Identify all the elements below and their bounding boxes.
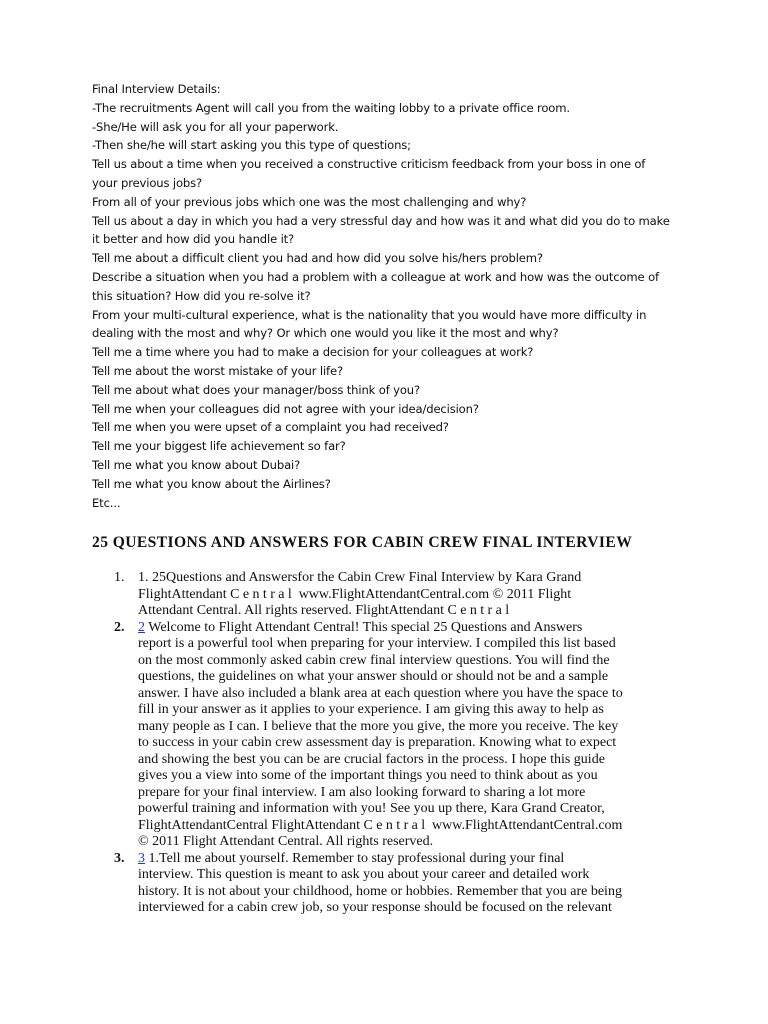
- intro-line: Tell me when your colleagues did not agree with your idea/decision?: [92, 401, 479, 416]
- intro-line: Tell me a time where you had to make a decision for your colleagues at work?: [92, 345, 534, 360]
- item-line: FlightAttendantCentral FlightAttendant Central www.FlightAttendantCentral.com: [138, 817, 623, 833]
- list-item: [92, 620, 692, 851]
- item-line: [138, 620, 692, 637]
- list-item: [92, 570, 692, 620]
- intro-line: Tell me what you know about the Airlines?: [92, 476, 331, 491]
- intro-line: Tell me what you know about Dubai?: [92, 457, 301, 472]
- page-link-2[interactable]: 2: [138, 619, 145, 635]
- intro-line: -She/He will ask you for all your paperwork.: [92, 119, 339, 134]
- intro-line: your previous jobs?: [92, 175, 203, 190]
- intro-line: Tell me about the worst mistake of your life?: [92, 363, 343, 378]
- item-line: fill in your answer as it applies to your experience. I am giving this away to help as: [138, 702, 604, 717]
- item-line: [138, 851, 692, 868]
- item-line: © 2011 Flight Attendant Central. All rights reserved.: [138, 834, 434, 849]
- item-line: report is a powerful tool when preparing for your interview. I compiled this list based: [138, 636, 616, 651]
- qa-list: [92, 570, 692, 917]
- intro-line: -The recruitments Agent will call you from the waiting lobby to a private office room.: [92, 100, 570, 115]
- item-line: interview. This question is meant to ask you about your career and detailed work: [138, 867, 590, 882]
- item-number: 3.: [114, 850, 125, 866]
- item-line: gives you a view into some of the important things you need to think about as you: [138, 768, 598, 783]
- item-line: prepare for your final interview. I am also looking forward to sharing a lot more: [138, 784, 586, 800]
- item-line: powerful training and information with you! See you up there, Kara Grand Creator,: [138, 801, 605, 816]
- list-item: [92, 851, 692, 917]
- intro-line: Tell us about a day in which you had a very stressful day and how was it and what did you do to make: [92, 213, 670, 228]
- item-line-text: 1.Tell me about yourself. Remember to stay professional during your final: [148, 850, 565, 866]
- intro-line: it better and how did you handle it?: [92, 232, 295, 247]
- item-line: history. It is not about your childhood, home or hobbies. Remember that you are being: [138, 883, 622, 899]
- item-number: 2.: [114, 619, 125, 635]
- intro-line: Tell me about what does your manager/boss think of you?: [92, 382, 421, 397]
- section-heading: 25 QUESTIONS AND ANSWERS FOR CABIN CREW FINAL INTERVIEW: [92, 534, 633, 551]
- item-line: to success in your cabin crew assessment day is preparation. Knowing what to expect: [138, 735, 617, 750]
- item-number: 1.: [114, 570, 125, 585]
- item-line: questions, the guidelines on what your answer should or should not be and a sample: [138, 669, 609, 684]
- item-line: many people as I can. I believe that the more you give, the more you receive. The key: [138, 718, 619, 734]
- page-link-3[interactable]: 3: [138, 850, 145, 866]
- intro-line: From your multi-cultural experience, what is the nationality that you would have more difficulty in: [92, 307, 647, 322]
- intro-line: Etc...: [92, 495, 121, 510]
- intro-line: -Then she/he will start asking you this type of questions;: [92, 138, 411, 153]
- interview-details-text: [92, 80, 692, 512]
- item-line: 1. 25Questions and Answersfor the Cabin Crew Final Interview by Kara Grand: [138, 570, 582, 585]
- item-line: and showing the best you can be are crucial factors in the process. I hope this guide: [138, 751, 605, 767]
- intro-line: Tell me about a difficult client you had and how did you solve his/hers problem?: [92, 251, 543, 266]
- intro-line: Tell me when you were upset of a complaint you had received?: [92, 420, 449, 435]
- intro-line: Tell us about a time when you received a constructive criticism feedback from your boss in one of: [92, 157, 646, 172]
- intro-line: this situation? How did you re-solve it?: [92, 288, 311, 303]
- item-line: FlightAttendant Central www.FlightAttendantCentral.com © 2011 Flight: [138, 586, 572, 602]
- item-line: answer. I have also included a blank area at each question where you have the space to: [138, 685, 623, 701]
- intro-line: dealing with the most and why? Or which one would you like it the most and why?: [92, 326, 559, 341]
- item-line: interviewed for a cabin crew job, so your response should be focused on the relevant: [138, 900, 612, 915]
- intro-line: Final Interview Details:: [92, 82, 221, 96]
- intro-line: Tell me your biggest life achievement so far?: [92, 439, 346, 454]
- item-line: Attendant Central. All rights reserved. FlightAttendant Central: [138, 603, 513, 618]
- item-line: on the most commonly asked cabin crew final interview questions. You will find the: [138, 652, 610, 668]
- item-line-text: Welcome to Flight Attendant Central! This special 25 Questions and Answers: [148, 619, 583, 635]
- intro-line: From all of your previous jobs which one was the most challenging and why?: [92, 194, 527, 209]
- intro-line: Describe a situation when you had a problem with a colleague at work and how was the outcome of: [92, 269, 659, 284]
